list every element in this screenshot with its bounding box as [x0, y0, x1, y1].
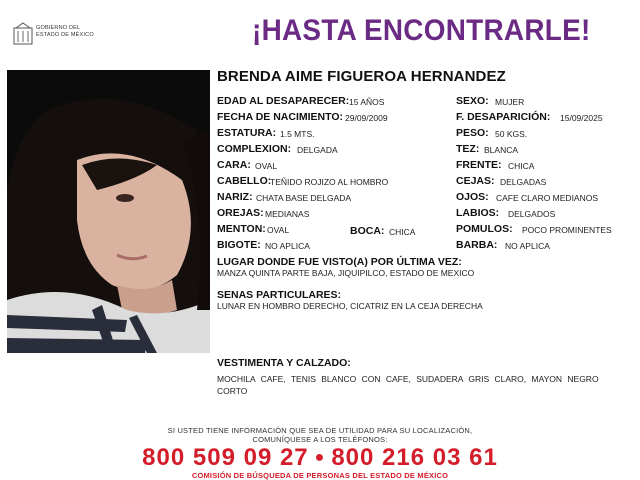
logo-line-2: ESTADO DE MÉXICO: [36, 32, 94, 38]
mustache-value: NO APLICA: [265, 241, 310, 251]
weight-label: PESO:: [456, 127, 489, 139]
build-value: DELGADA: [297, 145, 338, 155]
hair-label: CABELLO:: [217, 175, 272, 187]
eyebrows-label: CEJAS:: [456, 175, 495, 187]
beard-label: BARBA:: [456, 239, 498, 251]
missing-person-photo: [7, 70, 210, 353]
phone-numbers: [0, 444, 640, 472]
height-value: 1.5 MTS.: [280, 129, 315, 139]
build-label: COMPLEXION:: [217, 143, 292, 155]
hair-value: TEÑIDO ROJIZO AL HOMBRO: [270, 177, 389, 187]
face-label: CARA:: [217, 159, 251, 171]
chin-label: MENTON:: [217, 223, 266, 235]
age-value: 15 AÑOS: [349, 97, 385, 107]
nose-label: NARIZ:: [217, 191, 253, 203]
age-label: EDAD AL DESAPARECER:: [217, 95, 350, 107]
disappearance-date-label: F. DESAPARICIÓN:: [456, 111, 551, 123]
phone-number-1[interactable]: 800 509 09 27: [142, 444, 309, 471]
birthdate-value: 29/09/2009: [345, 113, 388, 123]
skin-value: BLANCA: [484, 145, 519, 155]
portrait-illustration: [7, 70, 210, 353]
ears-value: MEDIANAS: [265, 209, 310, 219]
nose-value: CHATA BASE DELGADA: [256, 193, 352, 203]
chin-value: OVAL: [267, 225, 290, 235]
forehead-label: FRENTE:: [456, 159, 502, 171]
headline: ¡HASTA ENCONTRARLE!: [252, 14, 591, 47]
lips-value: DELGADOS: [508, 209, 556, 219]
contact-line-2: COMUNÍQUESE A LOS TELÉFONOS:: [252, 435, 388, 444]
eyes-label: OJOS:: [456, 191, 489, 203]
marks-label: SENAS PARTICULARES:: [217, 289, 342, 301]
logo-text: [36, 25, 94, 39]
last-seen-value: MANZA QUINTA PARTE BAJA, JIQUIPILCO, ESTADO DE MEXICO: [217, 268, 475, 278]
face-value: OVAL: [255, 161, 278, 171]
birthdate-label: FECHA DE NACIMIENTO:: [217, 111, 343, 123]
height-label: ESTATURA:: [217, 127, 277, 139]
mouth-value: CHICA: [389, 227, 416, 237]
state-emblem-icon: [12, 22, 34, 46]
mouth-label: BOCA:: [350, 225, 385, 237]
disappearance-date-value: 15/09/2025: [560, 113, 603, 123]
marks-value: LUNAR EN HOMBRO DERECHO, CICATRIZ EN LA CEJA DERECHA: [217, 301, 483, 311]
skin-label: TEZ:: [456, 143, 480, 155]
weight-value: 50 KGS.: [495, 129, 528, 139]
forehead-value: CHICA: [508, 161, 535, 171]
cheekbones-value: POCO PROMINENTES: [522, 225, 612, 235]
phone-number-2[interactable]: 800 216 03 61: [331, 444, 498, 471]
beard-value: NO APLICA: [505, 241, 550, 251]
person-name: BRENDA AIME FIGUEROA HERNANDEZ: [217, 68, 506, 85]
clothing-label: VESTIMENTA Y CALZADO:: [217, 357, 351, 369]
state-logo: [12, 22, 112, 46]
last-seen-label: LUGAR DONDE FUE VISTO(A) POR ÚLTIMA VEZ:: [217, 256, 462, 268]
commission-name: COMISIÓN DE BÚSQUEDA DE PERSONAS DEL ESTADO DE MÉXICO: [191, 471, 449, 480]
logo-line-1: GOBIERNO DEL: [36, 25, 81, 31]
mustache-label: BIGOTE:: [217, 239, 261, 251]
eyes-value: CAFE CLARO MEDIANOS: [496, 193, 599, 203]
ears-label: OREJAS:: [217, 207, 264, 219]
contact-line-1: SI USTED TIENE INFORMACIÓN QUE SEA DE UTILIDAD PARA SU LOCALIZACIÓN,: [167, 426, 473, 435]
sex-value: MUJER: [495, 97, 525, 107]
eyebrows-value: DELGADAS: [500, 177, 547, 187]
clothing-value: MOCHILA CAFE, TENIS BLANCO CON CAFE, SUDADERA GRIS CLARO, MAYON NEGRO CORTO: [217, 374, 599, 396]
sex-label: SEXO:: [456, 95, 489, 107]
lips-label: LABIOS:: [456, 207, 500, 219]
cheekbones-label: POMULOS:: [456, 223, 513, 235]
separator-dot-icon: ●: [314, 449, 326, 466]
